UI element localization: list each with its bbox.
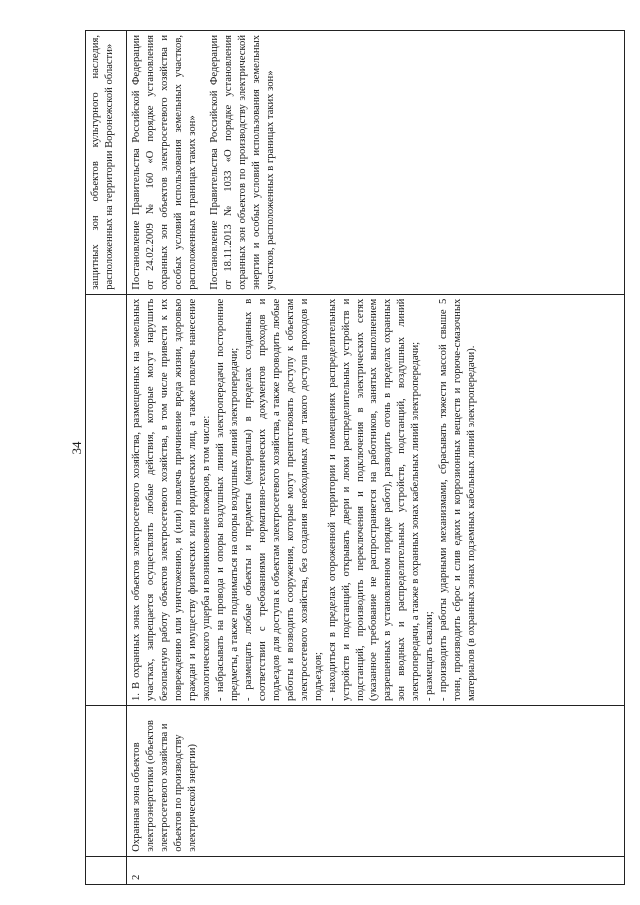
legal-basis-cell	[127, 31, 625, 295]
row-number-cell: 2	[127, 856, 625, 884]
table-row	[86, 31, 127, 885]
row-number-cell	[86, 856, 127, 884]
legal-basis-cell: защитных зон объектов культурного наследия, расположенных на территории Воронежской области»	[86, 31, 127, 295]
page-number: 34	[69, 441, 84, 455]
rotated-page-content	[85, 30, 625, 885]
requirement-text: - набрасывать на провода и опоры воздушных линий электропередачи посторонние предметы, а также подниматься на опоры воздушных линий электропередачи;	[214, 298, 240, 702]
requirement-text: - размещать любые объекты и предметы (материалы) в пределах созданных в соответствии с требованиями нормативно-технических документов проходов и подъездов для доступа к объектам электросетевого хозяйства, а также проводить любые работы и возводить сооружения, которые могут препятствовать доступу к объектам электросетевого хозяйства, без создания необходимых для такого доступа проходов и подъездов;	[242, 298, 324, 702]
requirement-text: - находиться в пределах огороженной территории и помещениях распределительных устройств и подстанций, открывать двери и люки распределительных устройств и подстанций, производить переключения и подключения в электрических сетях (указанное требование не распространяется на работников, занятых выполнением разрешенных в установленном порядке работ), разводить огонь в пределах охранных зон вводных и распределительных устройств, подстанций, воздушных линий электропередачи, а также в охранных зонах кабельных линий электропередачи;	[326, 298, 422, 702]
restrictions-table	[85, 30, 625, 885]
requirements-cell	[127, 294, 625, 705]
legal-act-text: Постановление Правительства Российской Федерации от 24.02.2009 № 160 «О порядке установления охранных зон объектов электросетевого хозяйства и особых условий использования земельных участков, расположенных в границах таких зон»	[131, 35, 198, 290]
table-row	[127, 31, 625, 885]
requirement-text: - размещать свалки;	[424, 611, 436, 702]
zone-name-cell: Охранная зона объектов электроэнергетики (объектов электросетевого хозяйства и объектов по производству электрической энергии)	[127, 706, 625, 857]
zone-name-cell	[86, 706, 127, 857]
requirement-text: - производить работы ударными механизмами, сбрасывать тяжести массой свыше 5 тонн, производить сброс и слив едких и коррозионных веществ и горюче-смазочных материалов (в охранных зонах подземных кабельных линий электропередачи).	[438, 298, 478, 702]
legal-act-text: Постановление Правительства Российской Федерации от 18.11.2013 № 1033 «О порядке установления охранных зон объектов по производству электрической энергии и особых условий использования земельных участков, расположенных в границах таких зон»	[208, 35, 276, 290]
requirement-text: 1. В охранных зонах объектов электросетевого хозяйства, размещенных на земельных участках, запрещается осуществлять любые действия, которые могут нарушить безопасную работу объектов электросетевого хозяйства, в том числе привести к их повреждению или уничтожению, и (или) повлечь причинение вреда жизни, здоровью граждан и имуществу физических или юридических лиц, а также повлечь нанесение экологического ущерба и возникновение пожаров, в том числе:	[131, 298, 212, 702]
requirements-cell	[86, 294, 127, 705]
